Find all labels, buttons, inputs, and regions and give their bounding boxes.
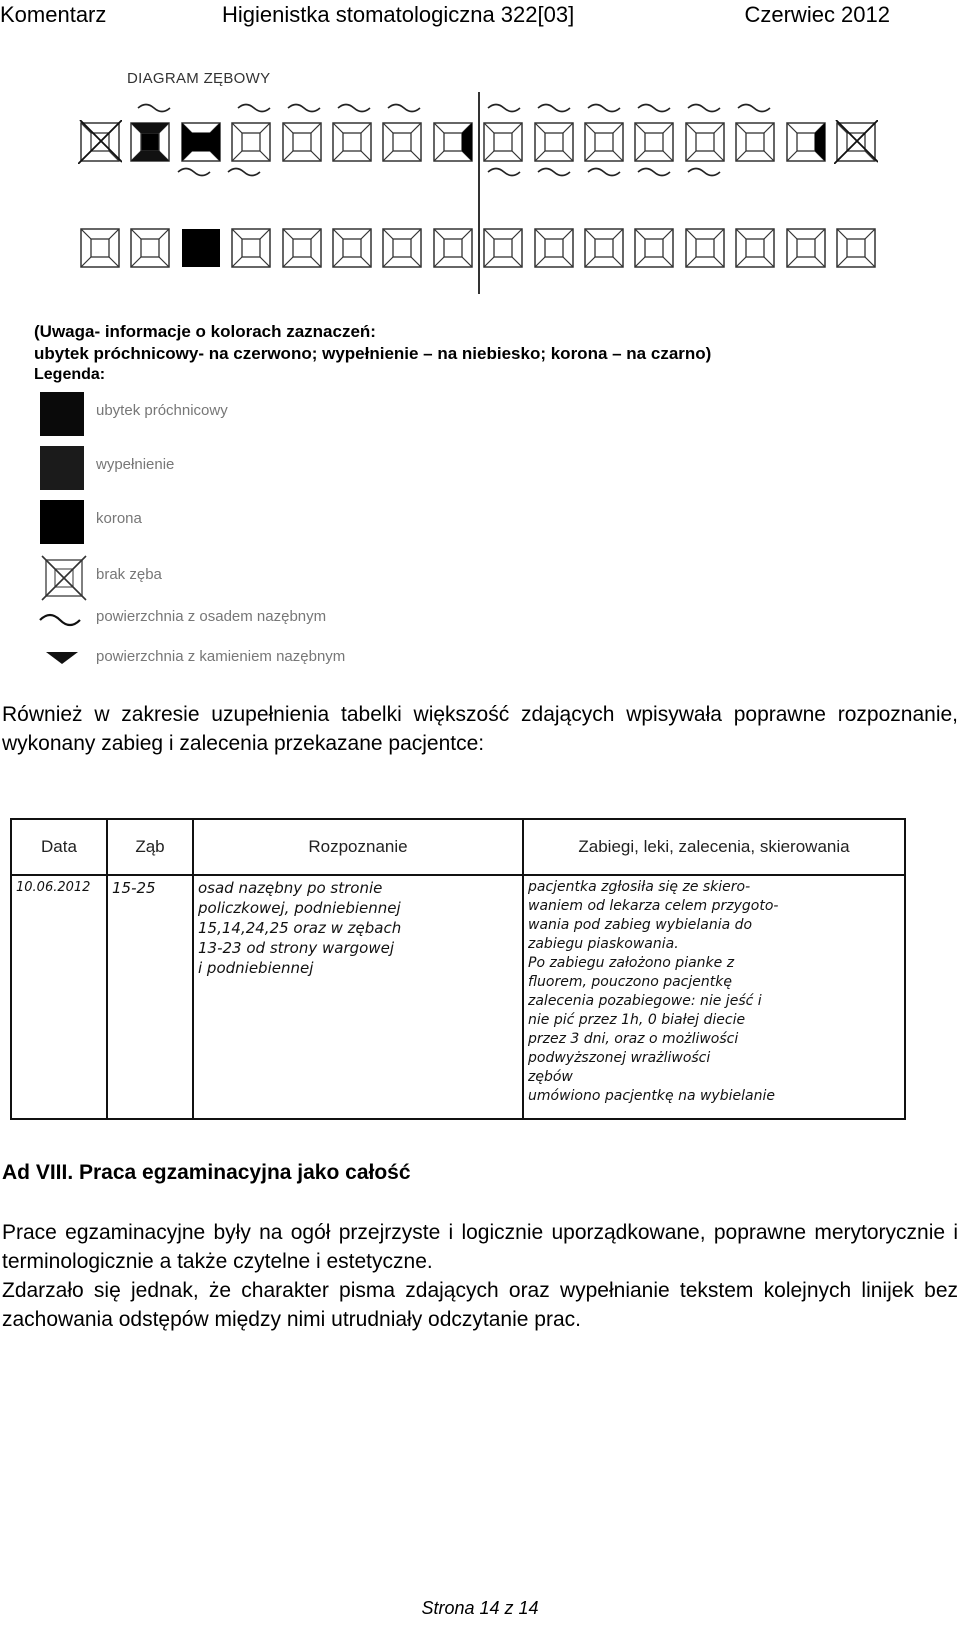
lower-tooth-icon [733, 226, 777, 270]
section-title: Ad VIII. Praca egzaminacyjna jako całość [2, 1161, 411, 1184]
header-center: Higienistka stomatologiczna 322[03] [222, 2, 575, 27]
handwritten-line: zalecenia pozabiegowe: nie jeść i [528, 993, 762, 1009]
upper-tooth-icon [330, 120, 374, 164]
legend-label: powierzchnia z kamieniem nazębnym [96, 648, 346, 665]
upper-tooth-icon [784, 120, 828, 164]
upper-tooth-icon [179, 120, 223, 164]
upper-tooth-icon [582, 120, 626, 164]
cell-diagnosis [193, 875, 523, 1119]
record-table [10, 818, 906, 1120]
handwritten-line: nie pić przez 1h, 0 białej diecie [528, 1012, 746, 1028]
intro-paragraph: Również w zakresie uzupełnienia tabelki większość zdających wpisywała poprawne rozpoznanie, wykonany zabieg i zalecenia przekazane pacjentce: [2, 703, 958, 755]
color-note-line2: ubytek próchnicowy- na czerwono; wypełnienie – na niebiesko; korona – na czarno) [34, 344, 712, 363]
legend-label: powierzchnia z osadem nazębnym [96, 608, 327, 625]
lower-tooth-icon [179, 226, 223, 270]
triangle-icon [44, 650, 84, 666]
header-date: Data [11, 819, 107, 875]
handwritten-line: przez 3 dni, oraz o możliwości [528, 1031, 739, 1047]
cell-tooth [107, 875, 193, 1119]
header-diagnosis: Rozpoznanie [193, 819, 523, 875]
crown-square-icon [40, 500, 84, 544]
lower-tooth-icon [632, 226, 676, 270]
legend-label: wypełnienie [96, 456, 175, 473]
lower-tooth-icon [330, 226, 374, 270]
wave-icon [38, 608, 88, 628]
lower-tooth-icon [481, 226, 525, 270]
upper-plaque-waves [78, 100, 882, 114]
upper-tooth-icon [380, 120, 424, 164]
upper-tooth-icon [532, 120, 576, 164]
table-row [11, 875, 905, 1119]
lower-tooth-icon [784, 226, 828, 270]
handwritten-line: fluorem, pouczono pacjentkę [528, 974, 732, 990]
legend-label: brak zęba [96, 566, 162, 583]
lower-tooth-icon [78, 226, 122, 270]
upper-tooth-icon [128, 120, 172, 164]
crossed-tooth-icon [40, 554, 88, 602]
lower-tooth-row [78, 226, 882, 270]
upper-tooth-icon [229, 120, 273, 164]
handwritten-line: podwyższonej wrażliwości [528, 1050, 711, 1066]
legend-label: ubytek próchnicowy [96, 402, 228, 419]
caries-square-icon [40, 392, 84, 436]
handwritten-line: 15,14,24,25 oraz w zębach [198, 919, 402, 937]
lower-tooth-icon [582, 226, 626, 270]
lower-tooth-icon [280, 226, 324, 270]
handwritten-line: umówiono pacjentkę na wybielanie [528, 1088, 775, 1104]
date-value: 10.06.2012 [16, 880, 91, 895]
table-header-row [11, 819, 905, 875]
handwritten-line: 13-23 od strony wargowej [198, 939, 395, 957]
section-paragraph-2: Zdarzało się jednak, że charakter pisma zdających oraz wypełnianie tekstem kolejnych linijek bez zachowania odstępów między nimi utrudniały odczytanie prac. [2, 1279, 958, 1331]
upper-tooth-icon [733, 120, 777, 164]
header-left: Komentarz [0, 2, 107, 27]
tooth-value: 15-25 [112, 879, 156, 897]
lower-tooth-icon [683, 226, 727, 270]
upper-tooth-icon [431, 120, 475, 164]
diagram-title: DIAGRAM ZĘBOWY [127, 70, 271, 87]
header-tooth: Ząb [107, 819, 193, 875]
legend-title: Legenda: [34, 366, 106, 383]
handwritten-line: waniem od lekarza celem przygoto- [528, 898, 779, 914]
handwritten-line: Po zabiegu założono pianke z [528, 955, 735, 971]
lower-tooth-icon [532, 226, 576, 270]
upper-tooth-row [78, 120, 882, 164]
upper-tooth-icon [632, 120, 676, 164]
cell-treatment [523, 875, 905, 1119]
handwritten-line: osad nazębny po stronie [198, 879, 383, 897]
header-treatment: Zabiegi, leki, zalecenia, skierowania [523, 819, 905, 875]
page-header [0, 2, 960, 28]
upper-tooth-icon [683, 120, 727, 164]
page-footer: Strona 14 z 14 [421, 1598, 539, 1618]
upper-tooth-icon [78, 120, 122, 164]
lower-tooth-icon [431, 226, 475, 270]
color-note-line1: (Uwaga- informacje o kolorach zaznaczeń: [34, 322, 376, 341]
upper-tooth-icon [280, 120, 324, 164]
cell-date [11, 875, 107, 1119]
handwritten-line: policzkowej, podniebiennej [198, 899, 401, 917]
upper-tooth-icon [834, 120, 878, 164]
lower-tooth-icon [229, 226, 273, 270]
header-right: Czerwiec 2012 [744, 2, 890, 27]
lower-tooth-icon [128, 226, 172, 270]
lower-tooth-icon [834, 226, 878, 270]
upper-plaque-waves-lower [78, 166, 882, 180]
handwritten-line: pacjentka zgłosiła się ze skiero- [528, 879, 751, 895]
filling-square-icon [40, 446, 84, 490]
handwritten-line: i podniebiennej [198, 959, 314, 977]
handwritten-line: zębów [528, 1069, 573, 1085]
handwritten-line: zabiegu piaskowania. [528, 936, 679, 952]
handwritten-line: wania pod zabieg wybielania do [528, 917, 753, 933]
section-paragraph-1: Prace egzaminacyjne były na ogół przejrzyste i logicznie uporządkowane, poprawne merytorycznie i terminologicznie a także czytelne i estetyczne. [2, 1221, 958, 1273]
lower-tooth-icon [380, 226, 424, 270]
legend-label: korona [96, 510, 142, 527]
upper-tooth-icon [481, 120, 525, 164]
